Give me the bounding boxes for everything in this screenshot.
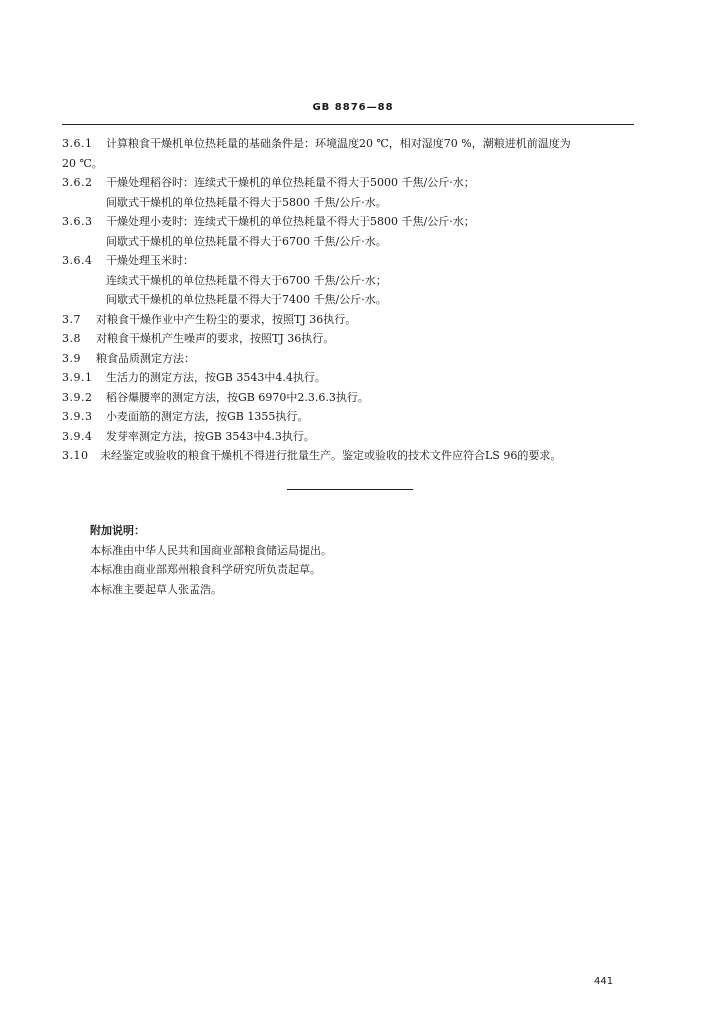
clause-text: 生活力的测定方法，按GB 3543中4.4执行。 (106, 371, 326, 384)
clause-text: 发芽率测定方法，按GB 3543中4.3执行。 (106, 429, 315, 443)
header-rule (62, 124, 634, 125)
clause-number: 3.9.2 (62, 390, 93, 404)
clause-3-9-4 (0, 427, 706, 447)
clause-text: 干燥处理小麦时：连续式干燥机的单位热耗量不得大于5800 千焦/公斤·水； (106, 215, 475, 228)
clause-text: 连续式干燥机的单位热耗量不得大于6700 千焦/公斤·水； (106, 273, 387, 287)
section-divider (287, 489, 413, 490)
clause-text: 20 ℃。 (62, 156, 103, 170)
clause-text: 间歇式干燥机的单位热耗量不得大于7400 千焦/公斤·水。 (106, 293, 387, 306)
clause-number: 3.9.1 (62, 371, 93, 384)
clause-3-9-2 (0, 388, 706, 408)
clause-3-8 (0, 329, 706, 349)
clause-continuation (0, 271, 706, 291)
page-number: 441 (594, 976, 614, 987)
clause-number: 3.6.3 (62, 215, 93, 228)
clause-number: 3.10 (62, 449, 89, 462)
standard-code-header: GB 8876—88 (312, 102, 394, 113)
notes-title: 附加说明： (90, 524, 145, 537)
clause-continuation (0, 154, 706, 174)
clause-number: 3.6.1 (62, 137, 93, 150)
clause-3-9 (0, 349, 706, 369)
clause-text: 计算粮食干燥机单位热耗量的基础条件是：环境温度20 ℃，相对湿度70 %，潮粮进机前温度为 (106, 137, 571, 150)
clause-text: 未经鉴定或验收的粮食干燥机不得进行批量生产。鉴定或验收的技术文件应符合LS 96的要求。 (100, 449, 562, 462)
clause-text: 干燥处理稻谷时：连续式干燥机的单位热耗量不得大于5000 千焦/公斤·水； (106, 176, 475, 189)
clause-text: 对粮食干燥作业中产生粉尘的要求，按照TJ 36执行。 (96, 312, 357, 326)
clause-continuation (0, 232, 706, 252)
clause-3-9-1 (0, 368, 706, 388)
clause-3-6-4 (0, 251, 706, 271)
clause-continuation (0, 193, 706, 213)
clause-list (0, 134, 706, 466)
clause-text: 稻谷爆腰率的测定方法，按GB 6970中2.3.6.3执行。 (106, 390, 369, 404)
additional-notes (90, 521, 332, 599)
clause-number: 3.9 (62, 351, 81, 365)
clause-text: 间歇式干燥机的单位热耗量不得大于5800 千焦/公斤·水。 (106, 195, 387, 209)
clause-number: 3.8 (62, 332, 81, 345)
clause-number: 3.9.4 (62, 429, 93, 443)
clause-number: 3.6.2 (62, 176, 93, 189)
clause-text: 粮食品质测定方法： (96, 351, 195, 365)
clause-3-6-2 (0, 173, 706, 193)
clause-text: 小麦面筋的测定方法，按GB 1355执行。 (106, 410, 309, 423)
clause-number: 3.9.3 (62, 410, 93, 423)
notes-line: 本标准由中华人民共和国商业部粮食储运局提出。 (90, 543, 332, 557)
clause-3-10 (0, 446, 706, 466)
clause-3-6-3 (0, 212, 706, 232)
clause-3-9-3 (0, 407, 706, 427)
clause-number: 3.6.4 (62, 254, 93, 267)
clause-text: 对粮食干燥机产生噪声的要求，按照TJ 36执行。 (96, 332, 335, 345)
notes-line: 本标准由商业部郑州粮食科学研究所负责起草。 (90, 563, 321, 576)
clause-3-6-1 (0, 134, 706, 154)
clause-number: 3.7 (62, 312, 81, 326)
clause-continuation (0, 290, 706, 310)
clause-text: 间歇式干燥机的单位热耗量不得大于6700 千焦/公斤·水。 (106, 234, 387, 248)
notes-line: 本标准主要起草人张孟浩。 (90, 582, 222, 596)
clause-3-7 (0, 310, 706, 330)
clause-text: 干燥处理玉米时： (106, 254, 194, 267)
